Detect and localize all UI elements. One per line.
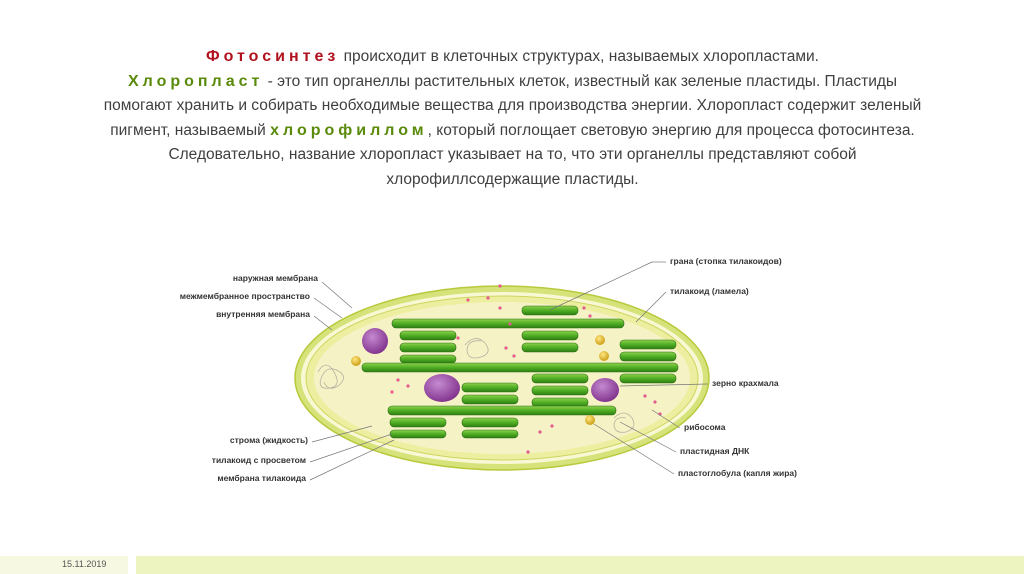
label-ribosome: рибосома xyxy=(684,422,726,432)
paragraph-text-3: , который поглощает световую энергию для процесса фотосинтеза. Следовательно, название хлоропласт указывает на то, что эти органеллы представляют собой хлорофиллсодержащие пластиды. xyxy=(168,121,915,188)
keyword-chloroplast: Хлоропласт xyxy=(127,72,264,90)
footer-bar xyxy=(136,556,1024,574)
paragraph-text-2: - это тип органеллы растительных клеток, известный как зеленые пластиды. Пластиды помогают хранить и собирать необходимые вещества для производства энергии. Хлоропласт содержит зеленый пигмент, называемый xyxy=(103,72,922,139)
keyword-photosynthesis: Фотосинтез xyxy=(206,48,340,65)
paragraph-text-1: происходит в клеточных структурах, называемых хлоропластами. xyxy=(343,48,819,65)
label-thylakoid-membrane: мембрана тилакоида xyxy=(217,473,306,483)
footer-date: 15.11.2019 xyxy=(62,559,107,569)
label-thylakoid-lumen: тилакоид с просветом xyxy=(211,455,306,465)
keyword-chlorophyll: хлорофиллом xyxy=(270,121,428,139)
label-lamella: тилакоид (ламела) xyxy=(670,286,749,296)
label-starch-grain: зерно крахмала xyxy=(712,378,779,388)
label-inner-membrane: внутренняя мембрана xyxy=(216,309,310,319)
label-granum: грана (стопка тилакоидов) xyxy=(670,256,782,266)
label-stroma: строма (жидкость) xyxy=(229,435,308,445)
label-outer-membrane: наружная мембрана xyxy=(232,273,318,283)
label-intermembrane-space: межмембранное пространство xyxy=(179,291,310,301)
label-plastoglobule: пластоглобула (капля жира) xyxy=(678,468,797,478)
label-plastid-dna: пластидная ДНК xyxy=(680,446,750,456)
